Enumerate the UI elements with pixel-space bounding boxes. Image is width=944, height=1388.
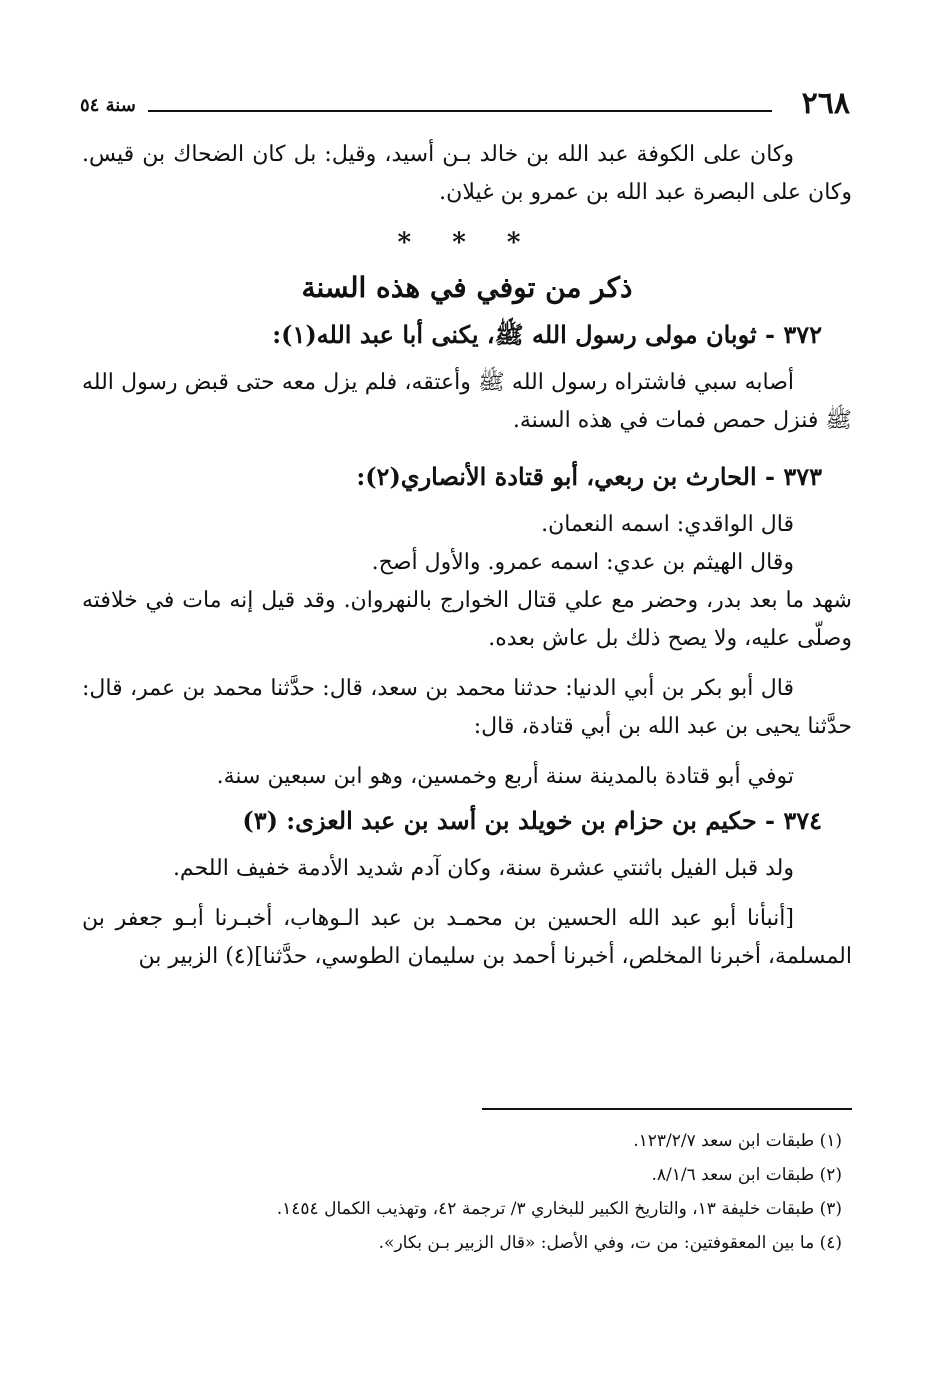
entry-373-paragraph: شهد ما بعد بدر، وحضر مع علي قتال الخوارج بالنهروان. وقد قيل إنه مات في خلافته وصلّى عليه، ولا يصح ذلك بل عاش بعده. [82, 588, 852, 651]
page-header [80, 86, 850, 122]
footnote-rule [482, 1108, 852, 1110]
running-head: سنة ٥٤ [80, 95, 136, 116]
entry-heading-372: ٣٧٢ - ثوبان مولى رسول الله ﷺ، يكنى أبا عبد الله(١): [272, 320, 822, 349]
entry-373-paragraph: وقال الهيثم بن عدي: اسمه عمرو. والأول أصح. [371, 550, 794, 575]
entry-373-paragraph: قال الواقدي: اسمه النعمان. [541, 512, 794, 537]
entry-374-paragraph: [أنبأنا أبو عبد الله الحسين بن محمـد بن عبد الـوهاب، أخبـرنا أبـو جعفر بن المسلمة، أخبرنا المخلص، أخبرنا أحمد بن سليمان الطوسي، حدَّثنا](٤) الزبير بن [82, 906, 852, 969]
footnotes [82, 1124, 852, 1260]
intro-paragraph: وكان على الكوفة عبد الله بن خالد بـن أسيد، وقيل: بل كان الضحاك بن قيس. وكان على البصرة عبد الله بن عمرو بن غيلان. [82, 142, 852, 205]
separator-stars: * * * [397, 228, 537, 258]
page-number: ٢٦٨ [801, 86, 850, 121]
entry-373-paragraph: قال أبو بكر بن أبي الدنيا: حدثنا محمد بن سعد، قال: حدَّثنا محمد بن عمر، قال: حدَّثنا يحيى بن عبد الله بن أبي قتادة، قال: [82, 676, 852, 739]
entry-373-paragraph: توفي أبو قتادة بالمدينة سنة أربع وخمسين، وهو ابن سبعين سنة. [216, 764, 794, 789]
footnote: (٢) طبقات ابن سعد ٨/١/٦. [651, 1165, 842, 1185]
entry-372-paragraph: أصابه سبي فاشتراه رسول الله ﷺ وأعتقه، فلم يزل معه حتى قبض رسول الله ﷺ فنزل حمص فمات في هذه السنة. [82, 370, 852, 433]
header-rule [148, 110, 772, 112]
entry-374-paragraph: ولد قبل الفيل باثنتي عشرة سنة، وكان آدم شديد الأدمة خفيف اللحم. [172, 856, 794, 881]
footnote: (١) طبقات ابن سعد ١٢٣/٢/٧. [633, 1131, 842, 1151]
entry-heading-374: ٣٧٤ - حكيم بن حزام بن خويلد بن أسد بن عبد العزى: (٣) [242, 806, 822, 835]
footnote: (٤) ما بين المعقوفتين: من ت، وفي الأصل: «قال الزبير بـن بكار». [378, 1233, 842, 1253]
entry-heading-373: ٣٧٣ - الحارث بن ربعي، أبو قتادة الأنصاري(٢): [356, 462, 822, 491]
section-title: ذكر من توفي في هذه السنة [301, 271, 633, 304]
footnote: (٣) طبقات خليفة ١٣، والتاريخ الكبير للبخاري ٣/ ترجمة ٤٢، وتهذيب الكمال ١٤٥٤. [276, 1199, 842, 1219]
main-text [82, 136, 852, 976]
